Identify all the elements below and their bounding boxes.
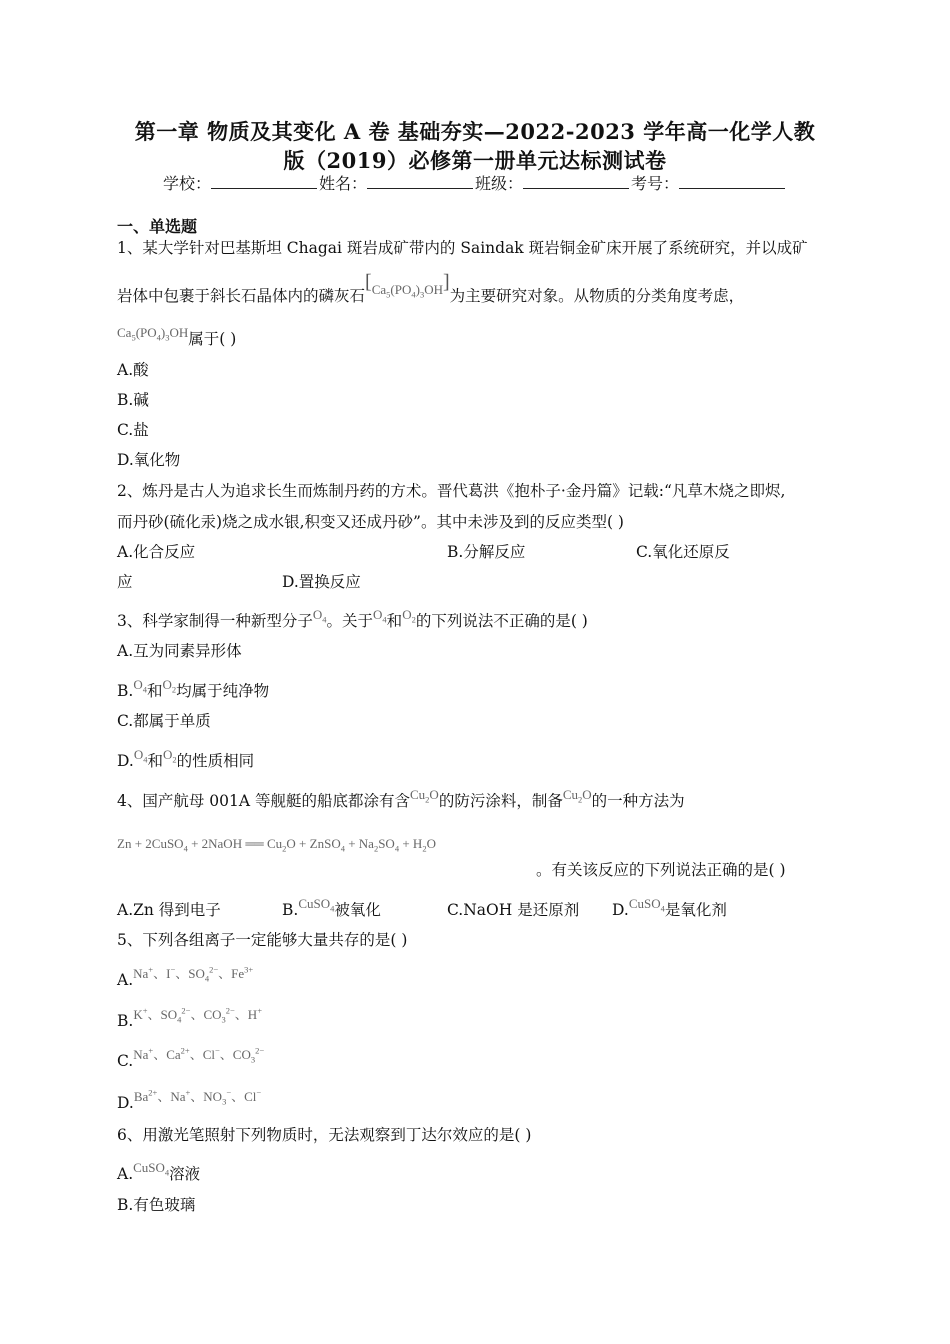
formula-o4: O4: [373, 607, 387, 625]
q3-stem-text-2: 。关于: [326, 612, 374, 630]
q6-option-a[interactable]: [117, 1162, 200, 1185]
q3-stem-text-4: 的下列说法不正确的是( ): [415, 612, 588, 630]
q3-option-a[interactable]: A.互为同素异形体: [117, 642, 242, 660]
q3-stem-text-1: 3、科学家制得一种新型分子: [117, 612, 313, 630]
q5-option-d-label: D.: [117, 1094, 134, 1112]
q5-option-a[interactable]: [117, 964, 254, 991]
class-blank[interactable]: [523, 174, 629, 189]
ion-set-d: Ba2+、Na+、NO3−、Cl−: [133, 1087, 262, 1107]
q2-line-1: 2、炼丹是古人为追求长生而炼制丹药的方术。晋代葛洪《抱朴子·金丹篇》记载:“凡草木烧之即烬,: [117, 482, 786, 500]
ion-set-b: K+、SO42−、CO32−、H+: [133, 1005, 262, 1025]
q3-option-d-label: D.: [117, 752, 134, 770]
q1-option-c[interactable]: C.盐: [117, 421, 149, 439]
name-blank[interactable]: [367, 174, 473, 189]
formula-o2: O2: [402, 607, 416, 625]
q6-option-b[interactable]: B.有色玻璃: [117, 1196, 196, 1214]
section-heading: 一、单选题: [117, 217, 198, 236]
q3-option-d[interactable]: [117, 749, 254, 772]
q4-option-b-label: B.: [282, 901, 299, 919]
q3-stem: [117, 609, 588, 632]
formula-cu2o: Cu2O: [562, 787, 592, 805]
formula-cu2o: Cu2O: [410, 787, 439, 805]
formula-o2: O2: [162, 747, 177, 765]
q5-option-d[interactable]: [117, 1087, 262, 1114]
q3-option-b-and: 和: [146, 682, 163, 700]
q1-option-a[interactable]: A.酸: [117, 361, 149, 379]
formula-cuso4: CuSO4: [298, 896, 335, 914]
q4-stem-text-3: 的一种方法为: [591, 792, 685, 810]
exam-no-label: 考号：: [631, 174, 680, 193]
title-line-2: 版（2019）必修第一册单元达标测试卷: [283, 148, 667, 173]
q3-option-b-text: 均属于纯净物: [176, 682, 270, 700]
title-line-1: 第一章 物质及其变化 A 卷 基础夯实—2022-2023 学年高一化学人教: [134, 119, 816, 144]
q4-stem-text-2: 的防污涂料，制备: [438, 792, 563, 810]
q4-stem: [117, 789, 685, 812]
name-label: 姓名：: [318, 174, 367, 193]
formula-cuso4: CuSO4: [628, 896, 665, 914]
q2-option-b[interactable]: B.分解反应: [447, 543, 526, 561]
ion-set-c: Na+、Ca2+、Cl−、CO32−: [133, 1045, 265, 1065]
q3-option-d-and: 和: [147, 752, 163, 770]
q2-line-2: 而丹砂(硫化汞)烧之成水银,积变又还成丹砂”。其中未涉及到的反应类型( ): [117, 513, 624, 531]
q5-stem: 5、下列各组离子一定能够大量共存的是( ): [117, 931, 408, 949]
formula-o2: O2: [162, 677, 177, 695]
school-label: 学校：: [162, 174, 211, 193]
formula-o4: O4: [133, 747, 148, 765]
q1-line-3-text: 属于( ): [188, 330, 237, 348]
q1-line-2-text-a: 岩体中包裹于斜长石晶体内的磷灰石: [117, 287, 366, 305]
q2-option-d[interactable]: D.置换反应: [282, 573, 361, 591]
q2-option-c[interactable]: C.氧化还原反: [636, 543, 730, 561]
q4-option-b-text: 被氧化: [334, 901, 381, 919]
exam-no-blank[interactable]: [679, 174, 785, 189]
q4-option-d-text: 是氧化剂: [664, 901, 727, 919]
q4-stem-text-1: 4、国产航母 001A 等舰艇的船底都涂有含: [117, 792, 410, 810]
q1-line-2: [117, 271, 745, 307]
q5-option-b-label: B.: [117, 1012, 134, 1030]
student-info-row: [0, 171, 950, 194]
q4-reaction-equation: Zn + 2CuSO$_4$ + 2NaOH ══ $Cu_2O$ + ZnSO$_4$ + $Na_2SO_4 + H_2O$: [117, 836, 436, 854]
school-blank[interactable]: [211, 174, 317, 189]
q1-line-2-text-b: 为主要研究对象。从物质的分类角度考虑，: [449, 287, 745, 305]
q4-stem-text-4: 。有关该反应的下列说法正确的是( ): [536, 861, 786, 879]
q5-option-b[interactable]: [117, 1005, 262, 1032]
q1-line-3: [117, 327, 236, 350]
q3-option-b-label: B.: [117, 682, 134, 700]
q1-option-b[interactable]: B.碱: [117, 391, 149, 409]
q4-option-d-label: D.: [612, 901, 629, 919]
q1-line-1: 1、某大学针对巴基斯坦 Chagai 斑岩成矿带内的 Saindak 斑岩铜金矿床开展了系统研究，并以成矿: [117, 239, 808, 257]
formula-apatite-bracketed: [Ca5(PO4)3OH]: [365, 271, 450, 300]
q5-option-a-label: A.: [117, 971, 134, 989]
class-label: 班级：: [475, 174, 524, 193]
q4-option-c[interactable]: C.NaOH 是还原剂: [447, 901, 580, 919]
q1-option-d[interactable]: D.氧化物: [117, 451, 181, 469]
q2-option-a[interactable]: A.化合反应: [117, 543, 196, 561]
ion-set-a: Na+、I−、SO42−、Fe3+: [133, 964, 254, 984]
q6-option-a-text: 溶液: [169, 1165, 201, 1183]
formula-cuso4: CuSO4: [133, 1160, 170, 1178]
q6-stem: 6、用激光笔照射下列物质时，无法观察到丁达尔效应的是( ): [117, 1126, 532, 1144]
q2-option-c-wrap: 应: [117, 573, 133, 591]
q6-option-a-label: A.: [117, 1165, 134, 1183]
formula-apatite: Ca5(PO4)3OH: [117, 325, 189, 343]
q5-option-c[interactable]: [117, 1045, 265, 1072]
q4-option-d[interactable]: [612, 898, 727, 921]
q4-option-a[interactable]: A.Zn 得到电子: [117, 901, 221, 919]
q3-stem-text-3: 和: [386, 612, 403, 630]
q4-option-b[interactable]: [282, 898, 381, 921]
q5-option-c-label: C.: [117, 1052, 134, 1070]
q3-option-b[interactable]: [117, 679, 269, 702]
q3-option-c[interactable]: C.都属于单质: [117, 712, 211, 730]
formula-o4: O4: [312, 607, 327, 625]
formula-o4: O4: [133, 677, 147, 695]
q3-option-d-text: 的性质相同: [176, 752, 255, 770]
